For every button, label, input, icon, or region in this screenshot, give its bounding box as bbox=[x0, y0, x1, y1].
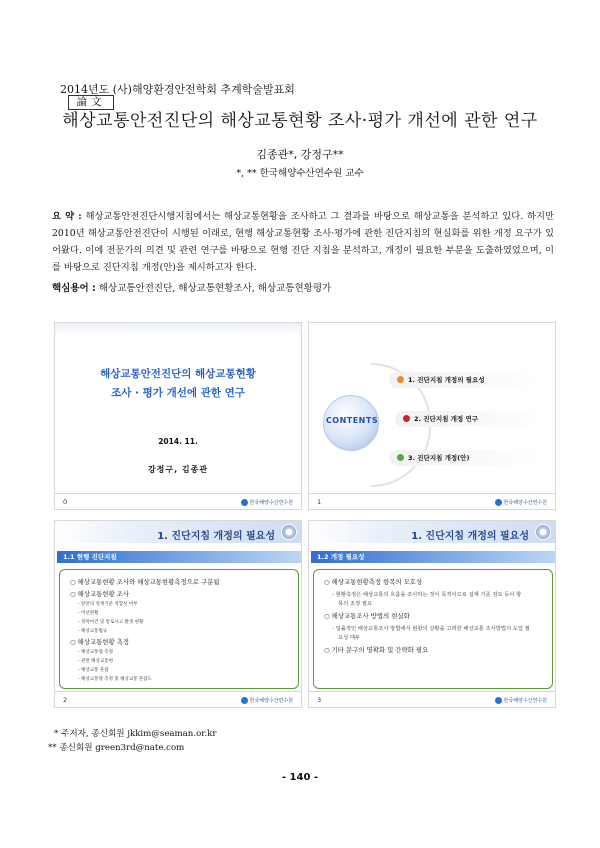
sub-line: - 해상교통량 측정 bbox=[78, 650, 113, 655]
slide-contents bbox=[308, 322, 556, 510]
gear-icon bbox=[535, 524, 551, 540]
gear-icon bbox=[281, 524, 297, 540]
slide-authors: 강정구, 김종관 bbox=[147, 465, 209, 474]
section-bar bbox=[57, 551, 301, 563]
slide-footer bbox=[309, 691, 555, 707]
slide-current-guidelines bbox=[54, 520, 302, 708]
slide-org-name: 한국해양수산연수원 bbox=[249, 698, 293, 704]
slide-page-number: 0 bbox=[63, 498, 68, 506]
sub-line: 요성 대두 bbox=[338, 635, 361, 641]
contents-item-label: 1. 진단지침 개정의 필요성 bbox=[408, 376, 485, 384]
sub-line: - 어선현황 bbox=[78, 611, 99, 616]
bullet-green-icon bbox=[397, 454, 404, 461]
footnote-1: * 주저자, 종신회원 jkkim@seaman.or.kr bbox=[54, 729, 217, 739]
bullet-line: ○ 해상교통현황 조사 bbox=[70, 590, 130, 598]
content-box bbox=[59, 569, 299, 689]
slide-title-line1: 해상교통안전진단의 해상교통현황 bbox=[100, 368, 256, 380]
org-logo-icon bbox=[241, 499, 248, 506]
slide-title-line2: 조사 · 평가 개선에 관한 연구 bbox=[111, 387, 245, 399]
sub-line: - 항만의 설계기준 적합성 여부 bbox=[78, 602, 138, 607]
slide-org-name: 한국해양수산연수원 bbox=[503, 500, 547, 506]
sub-line: - 해상교통법규 bbox=[78, 629, 108, 634]
slide-org-name: 한국해양수산연수원 bbox=[249, 500, 293, 506]
org-logo-icon bbox=[241, 697, 248, 704]
slide-date: 2014. 11. bbox=[158, 437, 198, 446]
sub-line: - 일률적인 해상교통조사 방법에서 현항의 상황을 고려한 해상교통 조사방법의 도입 필 bbox=[332, 626, 530, 632]
abstract-text: 해상교통안전진단시행지침에서는 해상교통현황을 조사하고 그 결과를 바탕으로 해상교통을 분석하고 있다. 하지만 2010년 해상교통안전진단이 시행된 이래로, 현행 해상교통현황 조사·평가에 관한 진단지침의 현실화를 위한 개정 요구가 있어왔다. 이에 전문가의 의견 및 관련 연구를 바탕으로 현행 진단 지침을 분석하고, 개정이 필요한 부분을 도출하였었으며, 이를 바탕으로 진단지침 개정(안)을 제시하고자 한다. bbox=[52, 211, 554, 273]
page-number: - 140 - bbox=[281, 772, 319, 783]
slide-org-logo bbox=[241, 697, 293, 704]
section-label: 1.1 현행 진단지침 bbox=[63, 553, 117, 561]
bullet-line: ○ 해상교통조사 방법의 현실화 bbox=[324, 612, 410, 620]
sub-line: - 해상교통량 측정 및 해상교통 혼잡도 bbox=[78, 677, 152, 682]
sub-line: - 정박여건 및 항로사고 발생 현황 bbox=[78, 620, 144, 625]
contents-item-1 bbox=[389, 372, 539, 388]
keywords-text: 해상교통안전진단, 해상교통현황조사, 해상교통현황평가 bbox=[98, 283, 332, 294]
slide-header-title: 1. 진단지침 개정의 필요성 bbox=[157, 531, 275, 542]
slide-org-logo bbox=[241, 499, 293, 506]
org-logo-icon bbox=[495, 697, 502, 704]
slide-title bbox=[54, 322, 302, 510]
footnote-2: ** 종신회원 green3rd@nate.com bbox=[48, 743, 185, 753]
slide-header-title: 1. 진단지침 개정의 필요성 bbox=[411, 531, 529, 542]
paper-title: 해상교통안전진단의 해상교통현황 조사·평가 개선에 관한 연구 bbox=[62, 111, 538, 131]
bullet-line: ○ 기타 문구의 명확화 및 간략화 필요 bbox=[324, 646, 429, 654]
slide-org-logo bbox=[495, 499, 547, 506]
affiliation: *, ** 한국해양수산연수원 교수 bbox=[236, 168, 364, 179]
bullet-red-icon bbox=[403, 415, 410, 422]
bullet-orange-icon bbox=[397, 376, 404, 383]
conference-header: 2014년도 (사)해양환경안전학회 추계학술발표회 bbox=[60, 83, 295, 96]
slide-org-name: 한국해양수산연수원 bbox=[503, 698, 547, 704]
slide-top-band bbox=[55, 323, 301, 334]
slide-footer bbox=[309, 493, 555, 509]
slide-footer bbox=[55, 691, 301, 707]
slide-revision-need bbox=[308, 520, 556, 708]
slide-page-number: 3 bbox=[317, 696, 322, 704]
slide-footer bbox=[55, 493, 301, 509]
contents-item-2 bbox=[395, 411, 545, 427]
abstract bbox=[52, 208, 554, 276]
contents-item-label: 2. 진단지침 개정 연구 bbox=[414, 415, 479, 423]
content-box bbox=[313, 569, 553, 689]
slide-page-number: 2 bbox=[63, 696, 68, 704]
keywords bbox=[52, 280, 554, 294]
contents-item-3 bbox=[389, 450, 539, 466]
section-bar bbox=[311, 551, 555, 563]
slide-page-number: 1 bbox=[317, 498, 322, 506]
org-logo-icon bbox=[495, 499, 502, 506]
section-label: 1.2 개정 필요성 bbox=[317, 553, 365, 561]
sub-line: - 해상교통 혼잡 bbox=[78, 668, 109, 673]
contents-badge bbox=[323, 395, 379, 451]
paper-type-tag: 論文 bbox=[68, 95, 114, 110]
keywords-label: 핵심용어 : bbox=[52, 283, 96, 294]
bullet-line: ○ 해상교통현황 조사와 해상교통현황측정으로 구분됨 bbox=[70, 578, 220, 586]
slide-org-logo bbox=[495, 697, 547, 704]
sub-line: - 관련 해상교통현 bbox=[78, 659, 113, 664]
bullet-line: ○ 해상교통현황측정 항목의 모호성 bbox=[324, 578, 423, 586]
abstract-label: 요 약 : bbox=[52, 211, 82, 222]
contents-item-label: 3. 진단지침 개정(안) bbox=[408, 454, 470, 462]
authors: 김종관*, 강정구** bbox=[256, 148, 344, 161]
contents-label: CONTENTS bbox=[325, 416, 379, 425]
sub-line: 목의 조정 필요 bbox=[338, 601, 373, 607]
sub-line: - 현황측정은 해상교통의 흐름을 조사하는 것이 목적이므로 설계 기준 검토 등이 항 bbox=[332, 592, 522, 598]
bullet-line: ○ 해상교통현황 측정 bbox=[70, 638, 130, 646]
